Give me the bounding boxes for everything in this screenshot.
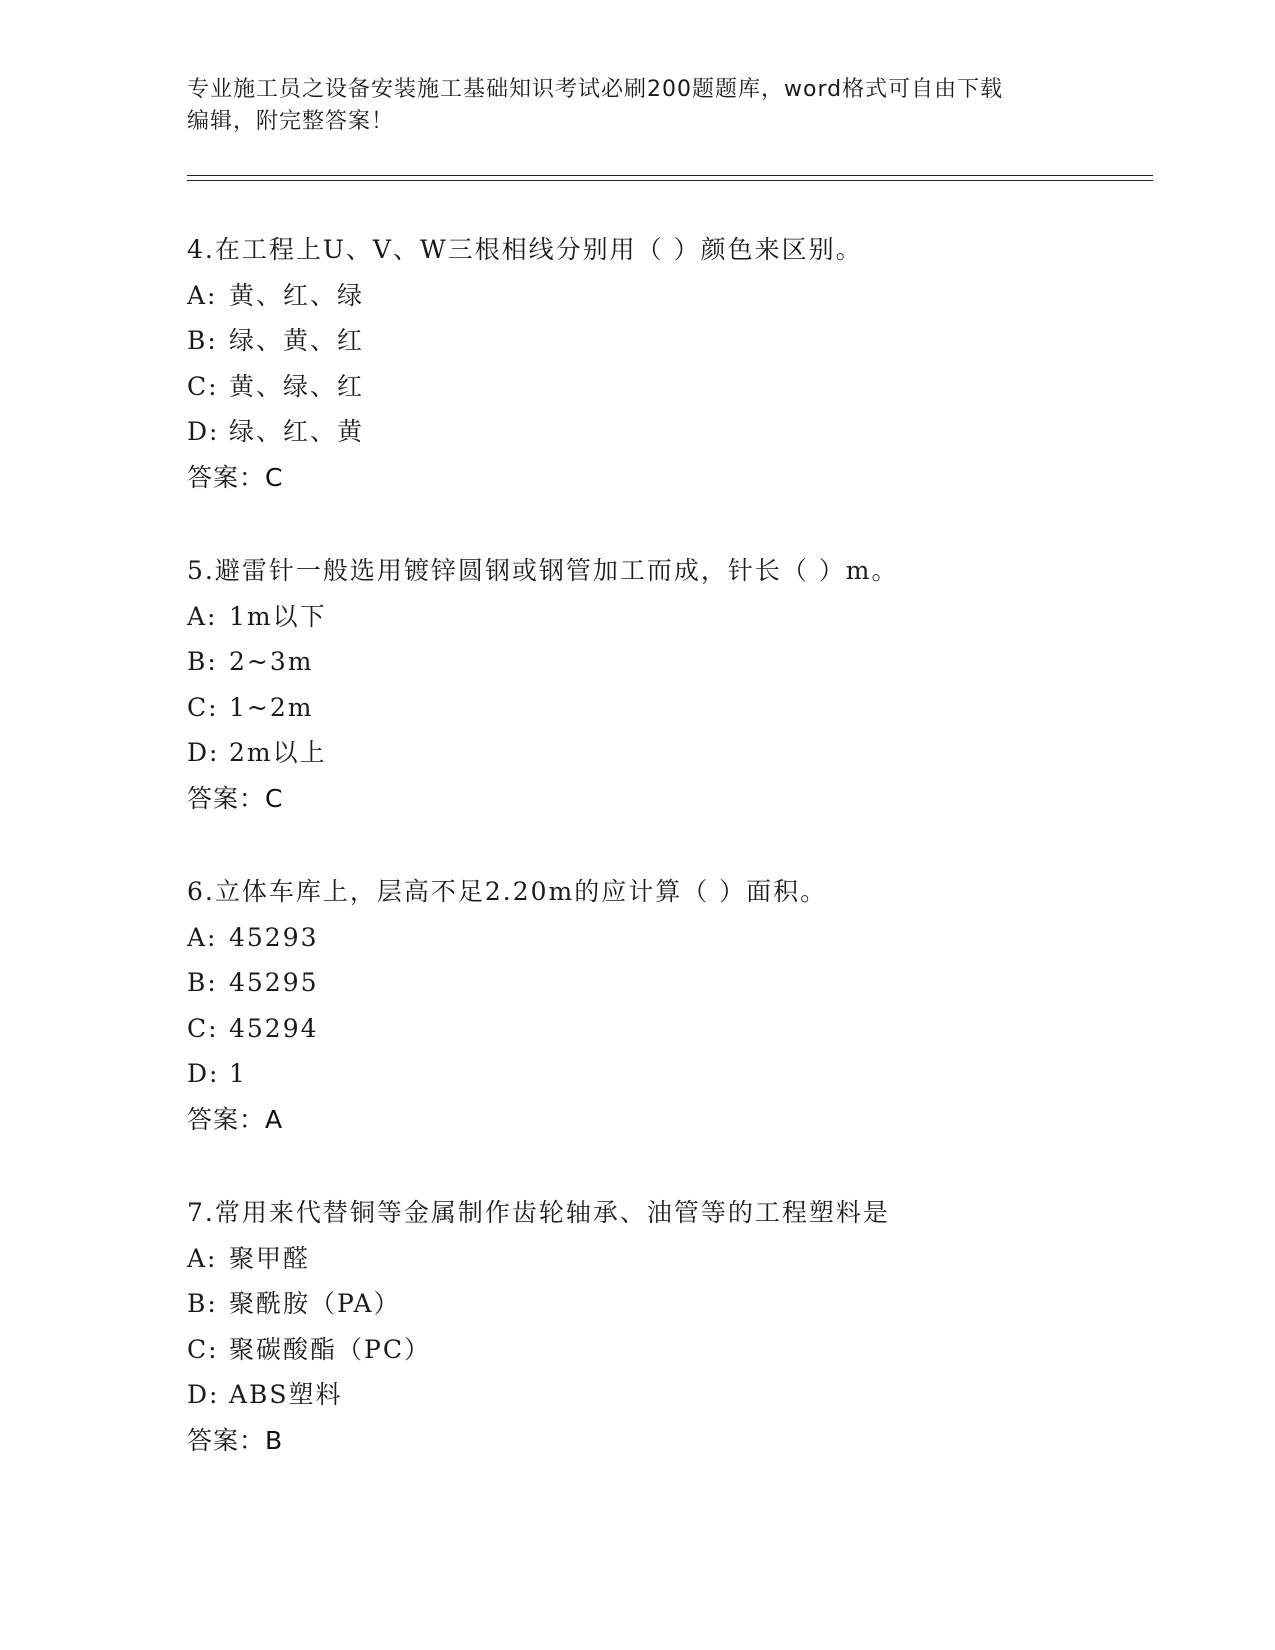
option-b	[187, 639, 1147, 685]
document-header	[187, 74, 1087, 138]
question-stem: 5.避雷针一般选用镀锌圆钢或钢管加工而成，针长（ ）m。	[187, 556, 899, 585]
question-stem: 4.在工程上U、V、W三根相线分别用（ ）颜色来区别。	[187, 235, 863, 264]
option-text: 2m以上	[229, 738, 327, 767]
option-letter: D:	[187, 417, 220, 446]
answer-label: 答案：B	[187, 1425, 284, 1455]
question-4	[187, 227, 1147, 500]
option-text: 黄、绿、红	[229, 371, 365, 401]
option-letter: A:	[187, 1243, 218, 1273]
option-letter: C:	[187, 1334, 219, 1364]
option-a	[187, 273, 1147, 319]
option-text: 1	[229, 1059, 247, 1088]
option-letter: B:	[187, 647, 218, 676]
option-letter: C:	[187, 692, 219, 722]
option-c	[187, 364, 1147, 410]
option-text: 45295	[229, 968, 319, 997]
option-text: 45293	[229, 922, 319, 952]
question-stem: 6.立体车库上，层高不足2.20m的应计算（ ）面积。	[187, 877, 828, 906]
option-text: 1~2m	[229, 692, 314, 722]
option-letter: C:	[187, 371, 219, 401]
option-b	[187, 960, 1147, 1006]
option-a	[187, 915, 1147, 961]
option-letter: A:	[187, 280, 218, 310]
question-6	[187, 869, 1147, 1142]
option-letter: A:	[187, 922, 218, 952]
header-divider-top	[187, 175, 1153, 176]
header-line-1: 专业施工员之设备安装施工基础知识考试必刷200题题库，word格式可自由下载	[187, 77, 1004, 102]
option-text: 45294	[229, 1013, 319, 1043]
header-line-2: 编辑，附完整答案！	[187, 109, 395, 134]
option-text: 聚甲醛	[229, 1243, 311, 1273]
option-d	[187, 1372, 1147, 1418]
option-d	[187, 730, 1147, 776]
option-a	[187, 1236, 1147, 1282]
question-5	[187, 548, 1147, 821]
option-text: 2~3m	[229, 647, 314, 676]
option-b	[187, 318, 1147, 364]
option-text: ABS塑料	[229, 1380, 343, 1409]
option-text: 1m以下	[229, 601, 327, 631]
option-text: 绿、红、黄	[229, 417, 365, 446]
option-letter: A:	[187, 601, 218, 631]
answer-label: 答案：C	[187, 783, 284, 813]
header-divider-bottom	[187, 180, 1153, 181]
option-c	[187, 1006, 1147, 1052]
question-7	[187, 1190, 1147, 1463]
option-b	[187, 1281, 1147, 1327]
option-text: 黄、红、绿	[229, 280, 365, 310]
option-letter: B:	[187, 1289, 218, 1318]
option-c	[187, 1327, 1147, 1373]
question-stem: 7.常用来代替铜等金属制作齿轮轴承、油管等的工程塑料是	[187, 1198, 890, 1227]
option-letter: D:	[187, 1059, 220, 1088]
option-d	[187, 1051, 1147, 1097]
option-text: 聚酰胺（PA）	[229, 1289, 401, 1318]
option-letter: B:	[187, 326, 218, 355]
option-c	[187, 685, 1147, 731]
option-d	[187, 409, 1147, 455]
option-letter: D:	[187, 1380, 220, 1409]
answer-label: 答案：A	[187, 1104, 284, 1134]
option-letter: B:	[187, 968, 218, 997]
option-text: 聚碳酸酯（PC）	[229, 1334, 431, 1364]
option-letter: D:	[187, 738, 220, 767]
answer-label: 答案：C	[187, 462, 284, 492]
option-a	[187, 594, 1147, 640]
option-text: 绿、黄、红	[229, 326, 365, 355]
option-letter: C:	[187, 1013, 219, 1043]
